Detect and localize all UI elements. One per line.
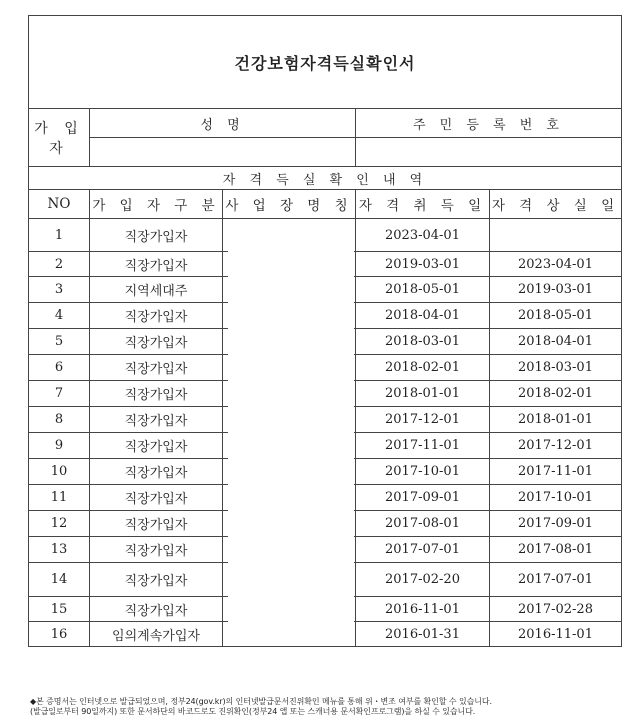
name-value — [90, 138, 356, 167]
cell-no: 7 — [29, 381, 90, 407]
cell-no: 4 — [29, 303, 90, 329]
cell-type: 직장가입자 — [90, 537, 223, 563]
cell-lost — [490, 219, 622, 252]
cell-no: 14 — [29, 563, 90, 597]
cell-type: 직장가입자 — [90, 219, 223, 252]
col-header-business: 사 업 장 명 칭 — [223, 190, 356, 219]
cell-lost: 2017-11-01 — [490, 459, 622, 485]
cell-acquired: 2016-11-01 — [356, 597, 490, 622]
cell-type: 직장가입자 — [90, 407, 223, 433]
cell-type: 직장가입자 — [90, 329, 223, 355]
cell-type: 임의계속가입자 — [90, 622, 223, 647]
subscriber-label: 가 입 자 — [29, 109, 90, 167]
cell-acquired: 2023-04-01 — [356, 219, 490, 252]
cell-lost: 2019-03-01 — [490, 277, 622, 303]
cell-no: 15 — [29, 597, 90, 622]
cell-no: 10 — [29, 459, 90, 485]
footer-line-2: (발급일로부터 90일까지) 또한 문서하단의 바코드로도 진위확인(정부24 앱 또는 스캐너용 문서확인프로그램)을 하실 수 있습니다. — [30, 707, 476, 716]
cell-type: 직장가입자 — [90, 563, 223, 597]
cell-no: 8 — [29, 407, 90, 433]
cell-acquired: 2018-02-01 — [356, 355, 490, 381]
cell-lost: 2018-05-01 — [490, 303, 622, 329]
footer-notice — [30, 697, 630, 717]
cell-type: 직장가입자 — [90, 597, 223, 622]
cell-acquired: 2018-03-01 — [356, 329, 490, 355]
cell-lost: 2018-01-01 — [490, 407, 622, 433]
cell-lost: 2023-04-01 — [490, 252, 622, 277]
cell-no: 11 — [29, 485, 90, 511]
col-header-no: NO — [29, 190, 90, 219]
cell-no: 5 — [29, 329, 90, 355]
footer-line-1: ◆본 증명서는 인터넷으로 발급되었으며, 정부24(gov.kr)의 인터넷발급문서진위확인 메뉴를 통해 위・변조 여부를 확인할 수 있습니다. — [30, 697, 492, 706]
cell-lost: 2017-09-01 — [490, 511, 622, 537]
cell-acquired: 2018-04-01 — [356, 303, 490, 329]
certificate-document — [28, 15, 621, 647]
cell-type: 직장가입자 — [90, 459, 223, 485]
cell-type: 직장가입자 — [90, 381, 223, 407]
cell-type: 직장가입자 — [90, 485, 223, 511]
cell-acquired: 2017-12-01 — [356, 407, 490, 433]
section-title: 자 격 득 실 확 인 내 역 — [29, 167, 622, 190]
cell-acquired: 2017-08-01 — [356, 511, 490, 537]
column-header-row — [29, 190, 622, 219]
redacted-business-names — [228, 219, 354, 645]
col-header-type: 가 입 자 구 분 — [90, 190, 223, 219]
col-header-acquired: 자 격 취 득 일 — [356, 190, 490, 219]
cell-acquired: 2016-01-31 — [356, 622, 490, 647]
document-title: 건강보험자격득실확인서 — [29, 16, 622, 109]
cell-lost: 2017-08-01 — [490, 537, 622, 563]
cell-type: 직장가입자 — [90, 433, 223, 459]
cell-lost: 2017-12-01 — [490, 433, 622, 459]
cell-lost: 2018-04-01 — [490, 329, 622, 355]
cell-acquired: 2019-03-01 — [356, 252, 490, 277]
cell-lost: 2018-02-01 — [490, 381, 622, 407]
cell-type: 지역세대주 — [90, 277, 223, 303]
cell-no: 6 — [29, 355, 90, 381]
cell-no: 12 — [29, 511, 90, 537]
cell-acquired: 2018-05-01 — [356, 277, 490, 303]
rrn-value — [356, 138, 622, 167]
cell-type: 직장가입자 — [90, 355, 223, 381]
cell-no: 16 — [29, 622, 90, 647]
cell-acquired: 2017-02-20 — [356, 563, 490, 597]
cell-acquired: 2017-09-01 — [356, 485, 490, 511]
cell-no: 2 — [29, 252, 90, 277]
cell-lost: 2017-07-01 — [490, 563, 622, 597]
cell-lost: 2017-10-01 — [490, 485, 622, 511]
col-header-lost: 자 격 상 실 일 — [490, 190, 622, 219]
name-header: 성 명 — [90, 109, 356, 138]
cell-no: 1 — [29, 219, 90, 252]
cell-acquired: 2017-07-01 — [356, 537, 490, 563]
cell-no: 9 — [29, 433, 90, 459]
cell-type: 직장가입자 — [90, 303, 223, 329]
cell-acquired: 2018-01-01 — [356, 381, 490, 407]
cell-acquired: 2017-11-01 — [356, 433, 490, 459]
cell-no: 13 — [29, 537, 90, 563]
rrn-header: 주 민 등 록 번 호 — [356, 109, 622, 138]
cell-type: 직장가입자 — [90, 252, 223, 277]
cell-no: 3 — [29, 277, 90, 303]
cell-lost: 2016-11-01 — [490, 622, 622, 647]
cell-type: 직장가입자 — [90, 511, 223, 537]
cell-lost: 2018-03-01 — [490, 355, 622, 381]
cell-acquired: 2017-10-01 — [356, 459, 490, 485]
cell-lost: 2017-02-28 — [490, 597, 622, 622]
